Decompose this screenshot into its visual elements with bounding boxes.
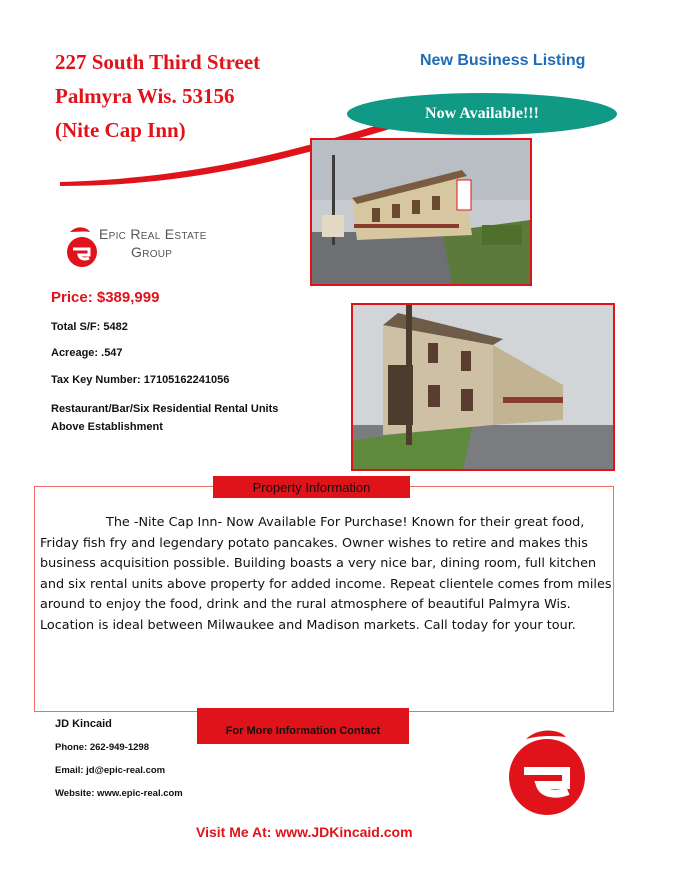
property-information-tab: Property Information — [213, 476, 410, 498]
tax-key-number: Tax Key Number: 17105162241056 — [51, 374, 230, 386]
property-photo-2 — [351, 303, 615, 471]
contact-email: Email: jd@epic-real.com — [55, 765, 166, 776]
address-line-3: (Nite Cap Inn) — [55, 118, 186, 142]
logo-text-line-2: Group — [131, 244, 173, 260]
address-line-2: Palmyra Wis. 53156 — [55, 84, 235, 108]
visit-website-link[interactable]: Visit Me At: www.JDKincaid.com — [196, 824, 413, 840]
total-square-feet: Total S/F: 5482 — [51, 321, 128, 333]
contact-name: JD Kincaid — [55, 718, 112, 730]
address-line-1: 227 South Third Street — [55, 50, 261, 74]
property-use: Restaurant/Bar/Six Residential Rental Units Above Establishment — [51, 403, 279, 433]
property-description: The -Nite Cap Inn- Now Available For Purchase! Known for their great food, Friday fish fry and legendary potato pancakes. Owner wishes to retire and makes this business acquisition possible. Building boasts a very nice bar, dining room, full kitchen and six rental units above property for added income. Repeat clientele comes from miles around to enjoy the food, drink and the rural atmosphere of beautiful Palmyra Wis. Location is ideal between Milwaukee and Madison markets. Call today for your tour. — [40, 515, 612, 633]
acreage: Acreage: .547 — [51, 347, 123, 359]
new-business-listing-heading: New Business Listing — [420, 52, 586, 69]
property-photo-1 — [310, 138, 532, 286]
epic-logo-icon — [66, 222, 98, 270]
contact-tab: For More Information Contact — [197, 708, 409, 744]
now-available-banner: Now Available!!! — [347, 93, 617, 135]
price: Price: $389,999 — [51, 289, 160, 306]
contact-phone: Phone: 262-949-1298 — [55, 742, 149, 753]
logo-text-line-1: Epic Real Estate — [99, 226, 207, 242]
contact-website: Website: www.epic-real.com — [55, 788, 183, 799]
epic-logo-large-icon — [504, 727, 590, 817]
